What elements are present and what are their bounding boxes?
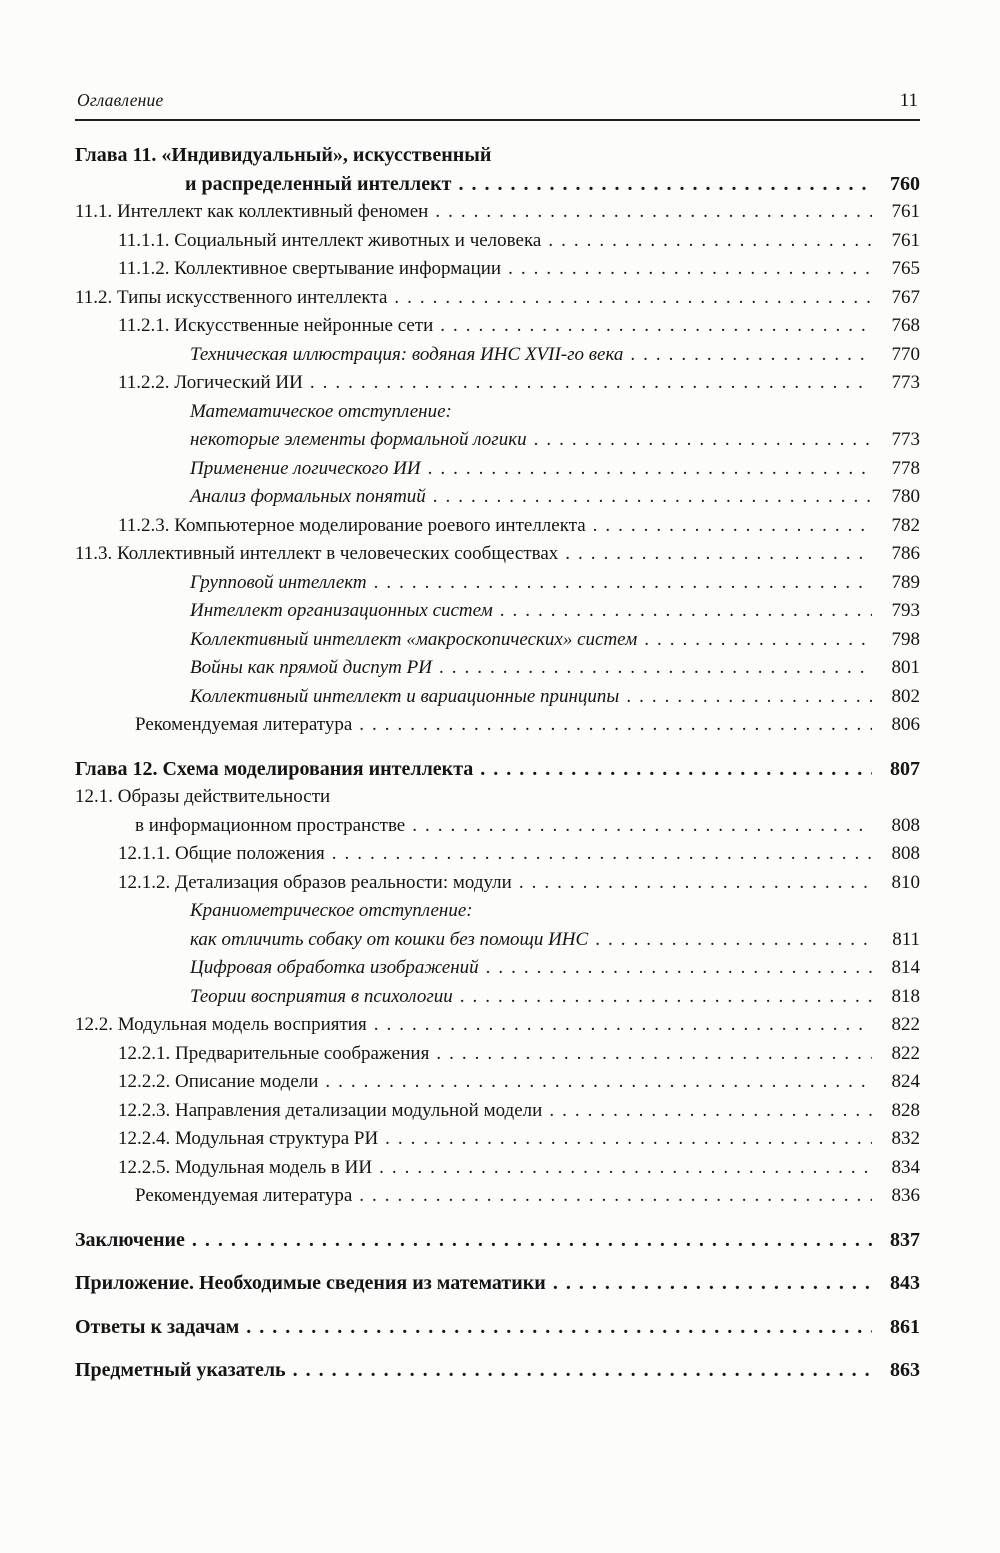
toc-entry-line	[75, 312, 920, 341]
toc-entry	[75, 141, 920, 198]
toc-entry-line	[75, 1356, 920, 1385]
toc-entry-text: в информационном пространстве	[135, 814, 406, 836]
toc-entry-text: Групповой интеллект	[190, 571, 367, 593]
toc-entry	[75, 1226, 920, 1255]
toc-entry-line	[75, 1182, 920, 1211]
toc-entry	[75, 1068, 920, 1097]
toc-entry	[75, 1313, 920, 1342]
dot-leader	[630, 341, 872, 370]
toc-entry-text: 12.2.1. Предварительные соображения	[118, 1042, 430, 1064]
toc-entry-text: Интеллект организационных систем	[190, 600, 493, 621]
toc-entry-text: Ответы к задачам	[75, 1315, 240, 1338]
dot-leader	[394, 284, 872, 313]
toc-entry	[75, 483, 920, 512]
dot-leader	[626, 683, 872, 712]
page-number: 802	[891, 685, 920, 707]
toc-entry-text: Техническая иллюстрация: водяная ИНС XVII-го века	[190, 343, 624, 365]
toc-entry-text: Глава 12. Схема моделирования интеллекта	[75, 757, 474, 780]
page-number: 789	[891, 571, 920, 593]
toc-entry-text: 11.2.1. Искусственные нейронные сети	[118, 315, 434, 336]
page-number: 780	[891, 486, 920, 507]
toc-entry-line	[75, 1269, 920, 1298]
toc-entry	[75, 1097, 920, 1126]
dot-leader	[593, 512, 872, 541]
dot-leader	[553, 1269, 872, 1298]
toc-entry-line	[75, 840, 920, 869]
dot-leader	[519, 869, 872, 898]
toc-entry-line	[75, 1040, 920, 1069]
toc-entry	[75, 869, 920, 898]
toc-entry	[75, 840, 920, 869]
page-number: 761	[891, 229, 920, 251]
page-number: 765	[891, 258, 920, 279]
dot-leader	[644, 626, 872, 655]
dot-leader	[433, 483, 872, 512]
dot-leader	[500, 597, 872, 626]
page-number-top: 11	[899, 90, 918, 111]
page-number: 798	[891, 628, 920, 650]
toc-entry-text: Цифровая обработка изображений	[190, 957, 479, 978]
dot-leader	[435, 198, 872, 227]
toc-entry	[75, 540, 920, 569]
toc-entry-text: 11.1.1. Социальный интеллект животных и человека	[118, 229, 542, 251]
toc-entry	[75, 755, 920, 784]
toc-entry-line	[75, 1011, 920, 1040]
toc-entry-line	[75, 198, 920, 227]
toc-entry-line	[75, 369, 920, 398]
page-number: 828	[891, 1099, 920, 1121]
page-number: 801	[891, 657, 920, 678]
page-number: 808	[891, 843, 920, 864]
toc-entry-text: Коллективный интеллект «макроскопических» систем	[190, 628, 638, 650]
toc-entry-text: 12.2. Модульная модель восприятия	[75, 1014, 367, 1035]
toc-entry-line	[75, 812, 920, 841]
page-number: 778	[891, 457, 920, 479]
page-number: 861	[890, 1315, 920, 1338]
dot-leader	[428, 455, 872, 484]
dot-leader	[549, 1097, 872, 1126]
dot-leader	[192, 1226, 872, 1255]
dot-leader	[508, 255, 872, 284]
toc-entry	[75, 1040, 920, 1069]
toc-entry-line	[75, 683, 920, 712]
toc-entry-text: Предметный указатель	[75, 1359, 286, 1381]
toc-entry-line	[75, 1125, 920, 1154]
dot-leader	[379, 1154, 872, 1183]
page-number: 761	[891, 201, 920, 222]
toc-entry-line	[75, 783, 920, 812]
toc-entry-line	[75, 569, 920, 598]
toc-entry	[75, 312, 920, 341]
toc-entry-text: Рекомендуемая литература	[135, 1185, 353, 1206]
page-number: 836	[891, 1185, 920, 1206]
toc-entry-text: как отличить собаку от кошки без помощи ИНС	[190, 928, 589, 950]
dot-leader	[310, 369, 872, 398]
page-number: 863	[890, 1359, 920, 1381]
toc-entry-line	[75, 141, 920, 170]
dot-leader	[460, 983, 872, 1012]
toc-entry-text: 11.2.2. Логический ИИ	[118, 372, 303, 393]
page-number: 818	[891, 985, 920, 1007]
toc-entry-line	[75, 1226, 920, 1255]
toc-entry-text: 12.2.4. Модульная структура РИ	[118, 1128, 379, 1149]
toc-entry	[75, 1356, 920, 1385]
page-number: 770	[891, 343, 920, 365]
toc-entry-text: некоторые элементы формальной логики	[190, 429, 527, 450]
toc-entry-line	[75, 398, 920, 427]
toc-entry-text: Математическое отступление:	[190, 400, 452, 422]
toc-entry	[75, 683, 920, 712]
dot-leader	[534, 426, 872, 455]
page-number: 810	[891, 871, 920, 893]
toc-entry-text: 11.3. Коллективный интеллект в человеческих сообществах	[75, 543, 559, 564]
toc-entry-line	[75, 654, 920, 683]
dot-leader	[246, 1313, 872, 1342]
dot-leader	[374, 569, 872, 598]
page-number: 837	[890, 1228, 920, 1251]
toc-entry-line	[75, 284, 920, 313]
page-header	[75, 90, 920, 112]
toc-entry-line	[75, 1313, 920, 1342]
dot-leader	[548, 227, 872, 256]
toc-entry-text: 12.1.2. Детализация образов реальности: модули	[118, 871, 512, 893]
toc-entry-line	[75, 926, 920, 955]
page-number: 834	[891, 1156, 920, 1178]
toc-entry	[75, 284, 920, 313]
toc-entry-text: Глава 11. «Индивидуальный», искусственный	[75, 144, 492, 166]
toc-entry-text: Анализ формальных понятий	[190, 486, 426, 507]
toc-entry-line	[75, 170, 920, 199]
toc-entry	[75, 512, 920, 541]
toc-entry	[75, 369, 920, 398]
toc-entry	[75, 597, 920, 626]
toc-entry	[75, 711, 920, 740]
page-number: 786	[891, 543, 920, 564]
page-number: 806	[891, 714, 920, 735]
toc-entry-line	[75, 483, 920, 512]
dot-leader	[440, 312, 872, 341]
toc-entry-line	[75, 227, 920, 256]
toc-entry-text: 11.2.3. Компьютерное моделирование роевого интеллекта	[118, 514, 586, 536]
toc-entry-line	[75, 755, 920, 784]
dot-leader	[359, 1182, 872, 1211]
dot-leader	[565, 540, 872, 569]
page-number: 807	[890, 757, 920, 780]
toc-entry-line	[75, 255, 920, 284]
toc-entry-text: 12.2.2. Описание модели	[118, 1071, 319, 1092]
header-rule	[75, 119, 920, 121]
page-number: 767	[891, 286, 920, 308]
toc-entry	[75, 1125, 920, 1154]
toc-entry	[75, 455, 920, 484]
toc-entry-text: Приложение. Необходимые сведения из математики	[75, 1272, 546, 1294]
dot-leader	[439, 654, 872, 683]
toc-entry	[75, 626, 920, 655]
dot-leader	[480, 755, 872, 784]
dot-leader	[325, 1068, 872, 1097]
toc-entry	[75, 983, 920, 1012]
dot-leader	[486, 954, 872, 983]
toc-entry	[75, 954, 920, 983]
toc-entry-line	[75, 1154, 920, 1183]
page-number: 822	[891, 1014, 920, 1035]
page-number: 773	[891, 372, 920, 393]
running-title: Оглавление	[77, 90, 164, 110]
toc-entry	[75, 1154, 920, 1183]
page-number: 814	[891, 957, 920, 978]
dot-leader	[332, 840, 872, 869]
dot-leader	[458, 170, 872, 199]
toc-entry	[75, 1269, 920, 1298]
toc-entry-text: Теории восприятия в психологии	[190, 985, 453, 1007]
toc-entry-text: 12.1.1. Общие положения	[118, 843, 325, 864]
toc-entry	[75, 1182, 920, 1211]
page-number: 793	[891, 600, 920, 621]
dot-leader	[436, 1040, 872, 1069]
toc-entry-line	[75, 1097, 920, 1126]
page-number: 782	[891, 514, 920, 536]
toc-entry-text: 12.1. Образы действительности	[75, 786, 331, 807]
page-number: 808	[891, 814, 920, 836]
toc-entry-line	[75, 954, 920, 983]
toc-entry-line	[75, 455, 920, 484]
toc-entry-text: Краниометрическое отступление:	[190, 900, 473, 921]
toc-entry	[75, 341, 920, 370]
toc-entry-line	[75, 626, 920, 655]
dot-leader	[359, 711, 872, 740]
toc-entry-text: 11.1.2. Коллективное свертывание информации	[118, 258, 502, 279]
toc-entry-line	[75, 512, 920, 541]
page-number: 843	[890, 1272, 920, 1294]
dot-leader	[385, 1125, 872, 1154]
page-number: 832	[891, 1128, 920, 1149]
toc-entry-text: Рекомендуемая литература	[135, 714, 353, 735]
toc-entry	[75, 255, 920, 284]
dot-leader	[595, 926, 872, 955]
toc-entry	[75, 1011, 920, 1040]
toc-entry-text: 12.2.5. Модульная модель в ИИ	[118, 1156, 373, 1178]
toc-entry	[75, 227, 920, 256]
toc-entry	[75, 783, 920, 840]
dot-leader	[374, 1011, 872, 1040]
toc-entry-text: Применение логического ИИ	[190, 457, 421, 479]
toc-entry-line	[75, 1068, 920, 1097]
toc-entry	[75, 398, 920, 455]
toc-entry-line	[75, 983, 920, 1012]
toc-entry-line	[75, 540, 920, 569]
toc-entry-text: Войны как прямой диспут РИ	[190, 657, 432, 678]
page-number: 768	[891, 315, 920, 336]
toc-entry-line	[75, 897, 920, 926]
dot-leader	[293, 1356, 872, 1385]
toc-entry	[75, 897, 920, 954]
dot-leader	[412, 812, 872, 841]
page-number: 773	[891, 429, 920, 450]
toc-entry-text: и распределенный интеллект	[185, 172, 452, 195]
toc-list	[75, 141, 920, 1385]
toc-entry-text: 12.2.3. Направления детализации модульной модели	[118, 1099, 543, 1121]
toc-entry-line	[75, 341, 920, 370]
toc-entry-line	[75, 711, 920, 740]
page-number: 760	[890, 172, 920, 195]
toc-entry-line	[75, 869, 920, 898]
toc-entry	[75, 654, 920, 683]
toc-entry-line	[75, 597, 920, 626]
toc-entry-line	[75, 426, 920, 455]
toc-entry-text: Коллективный интеллект и вариационные принципы	[190, 685, 620, 707]
toc-entry	[75, 198, 920, 227]
page-number: 822	[891, 1042, 920, 1064]
toc-entry-text: 11.1. Интеллект как коллективный феномен	[75, 201, 429, 222]
toc-entry	[75, 569, 920, 598]
toc-entry-text: 11.2. Типы искусственного интеллекта	[75, 286, 388, 308]
toc-entry-text: Заключение	[75, 1228, 185, 1251]
page-number: 824	[891, 1071, 920, 1092]
page-number: 811	[892, 928, 920, 950]
